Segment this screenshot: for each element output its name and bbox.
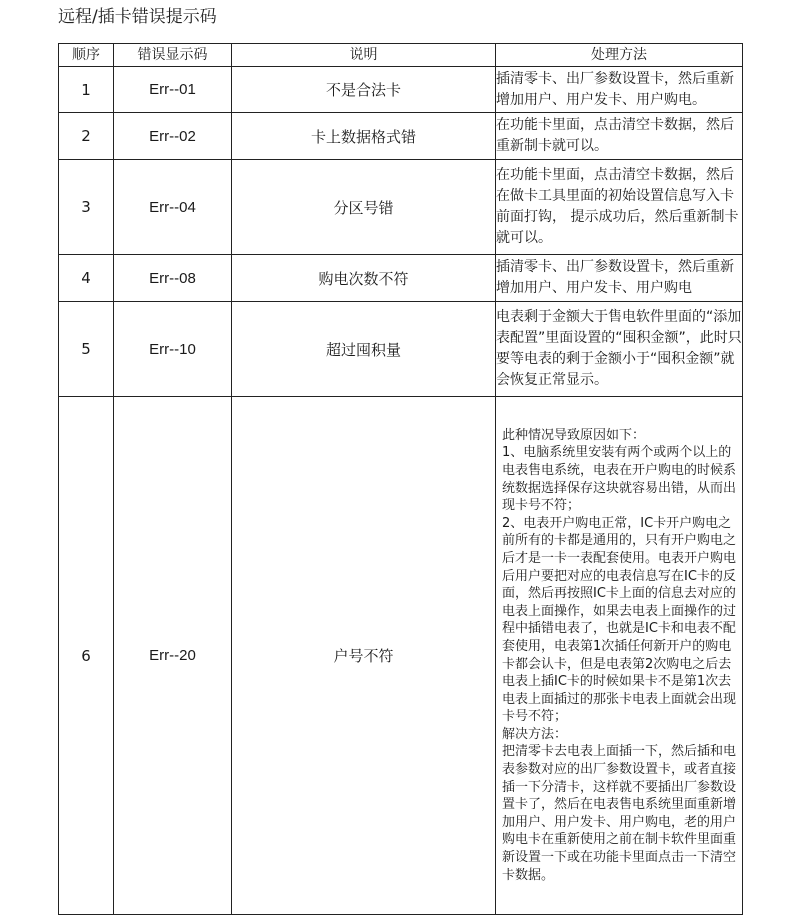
solution-paragraph: 电表剩于金额大于售电软件里面的“添加表配置”里面设置的“囤积金额”，此时只要等电表的剩于金额小于“囤积金额”就会恢复正常显示。 bbox=[496, 309, 742, 388]
header-error-code: 错误显示码 bbox=[114, 44, 232, 67]
table-row bbox=[59, 160, 743, 255]
error-code: Err--02 bbox=[114, 113, 232, 160]
row-number: 4 bbox=[59, 255, 114, 302]
row-number: 1 bbox=[59, 67, 114, 113]
solution-paragraph: 2、电表开户购电正常，IC卡开户购电之前所有的卡都是通用的，只有开户购电之后才是一卡一表配套使用。电表开户购电后用户要把对应的电表信息写在IC卡的反面，然后再按照IC卡上面的信息去对应的电表上面操作，如果去电表上面操作的过程中插错电表了，也就是IC卡和电表不配套使用，电表第1次插任何新开户的购电卡都会认卡，但是电表第2次购电之后去电表上插IC卡的时候如果卡不是第1次去电表上面插过的那张卡电表上面就会出现卡号不符； bbox=[502, 515, 737, 725]
error-code: Err--08 bbox=[114, 255, 232, 302]
header-description: 说明 bbox=[232, 44, 496, 67]
solution-paragraph: 插清零卡、出厂参数设置卡，然后重新增加用户、用户发卡、用户购电 bbox=[496, 259, 734, 296]
table-row bbox=[59, 255, 743, 302]
solution-paragraph: 在功能卡里面，点击清空卡数据，然后在做卡工具里面的初始设置信息写入卡前面打钩， 提示成功后，然后重新制卡就可以。 bbox=[496, 167, 739, 246]
header-solution: 处理方法 bbox=[496, 44, 743, 67]
solution-paragraph: 解决方法： bbox=[502, 726, 568, 742]
solution-text bbox=[496, 397, 743, 915]
error-description: 户号不符 bbox=[232, 397, 496, 915]
table-header-row bbox=[59, 44, 743, 67]
table-row bbox=[59, 67, 743, 113]
row-number: 3 bbox=[59, 160, 114, 255]
error-code: Err--01 bbox=[114, 67, 232, 113]
solution-text bbox=[496, 113, 743, 160]
solution-text bbox=[496, 255, 743, 302]
error-code: Err--20 bbox=[114, 397, 232, 915]
error-description: 分区号错 bbox=[232, 160, 496, 255]
error-description: 购电次数不符 bbox=[232, 255, 496, 302]
error-description: 不是合法卡 bbox=[232, 67, 496, 113]
solution-paragraph: 在功能卡里面，点击清空卡数据，然后重新制卡就可以。 bbox=[496, 117, 734, 154]
error-code: Err--04 bbox=[114, 160, 232, 255]
solution-text bbox=[496, 160, 743, 255]
solution-paragraph: 1、电脑系统里安装有两个或两个以上的电表售电系统，电表在开户购电的时候系统数据选择保存这块就容易出错，从而出现卡号不符； bbox=[502, 445, 737, 514]
solution-paragraph: 插清零卡、出厂参数设置卡，然后重新增加用户、用户发卡、用户购电。 bbox=[496, 70, 734, 108]
row-number: 6 bbox=[59, 397, 114, 915]
error-description: 超过囤积量 bbox=[232, 302, 496, 397]
table-row bbox=[59, 397, 743, 915]
row-number: 5 bbox=[59, 302, 114, 397]
header-order: 顺序 bbox=[59, 44, 114, 67]
solution-text bbox=[496, 302, 743, 397]
table-row bbox=[59, 302, 743, 397]
solution-paragraph: 把清零卡去电表上面插一下，然后插和电表参数对应的出厂参数设置卡，或者直接插一下分清卡，这样就不要插出厂参数设置卡了，然后在电表售电系统里面重新增加用户、用户发卡、用户购电，老的用户购电卡在重新使用之前在制卡软件里面重新设置一下或在功能卡里面点击一下清空卡数据。 bbox=[502, 744, 737, 883]
solution-paragraph: 此种情况导致原因如下： bbox=[502, 427, 646, 443]
error-code: Err--10 bbox=[114, 302, 232, 397]
error-description: 卡上数据格式错 bbox=[232, 113, 496, 160]
solution-text bbox=[496, 67, 743, 113]
row-number: 2 bbox=[59, 113, 114, 160]
table-row bbox=[59, 113, 743, 160]
document-title: 远程/插卡错误提示码 bbox=[58, 7, 217, 27]
error-code-table bbox=[58, 43, 743, 915]
